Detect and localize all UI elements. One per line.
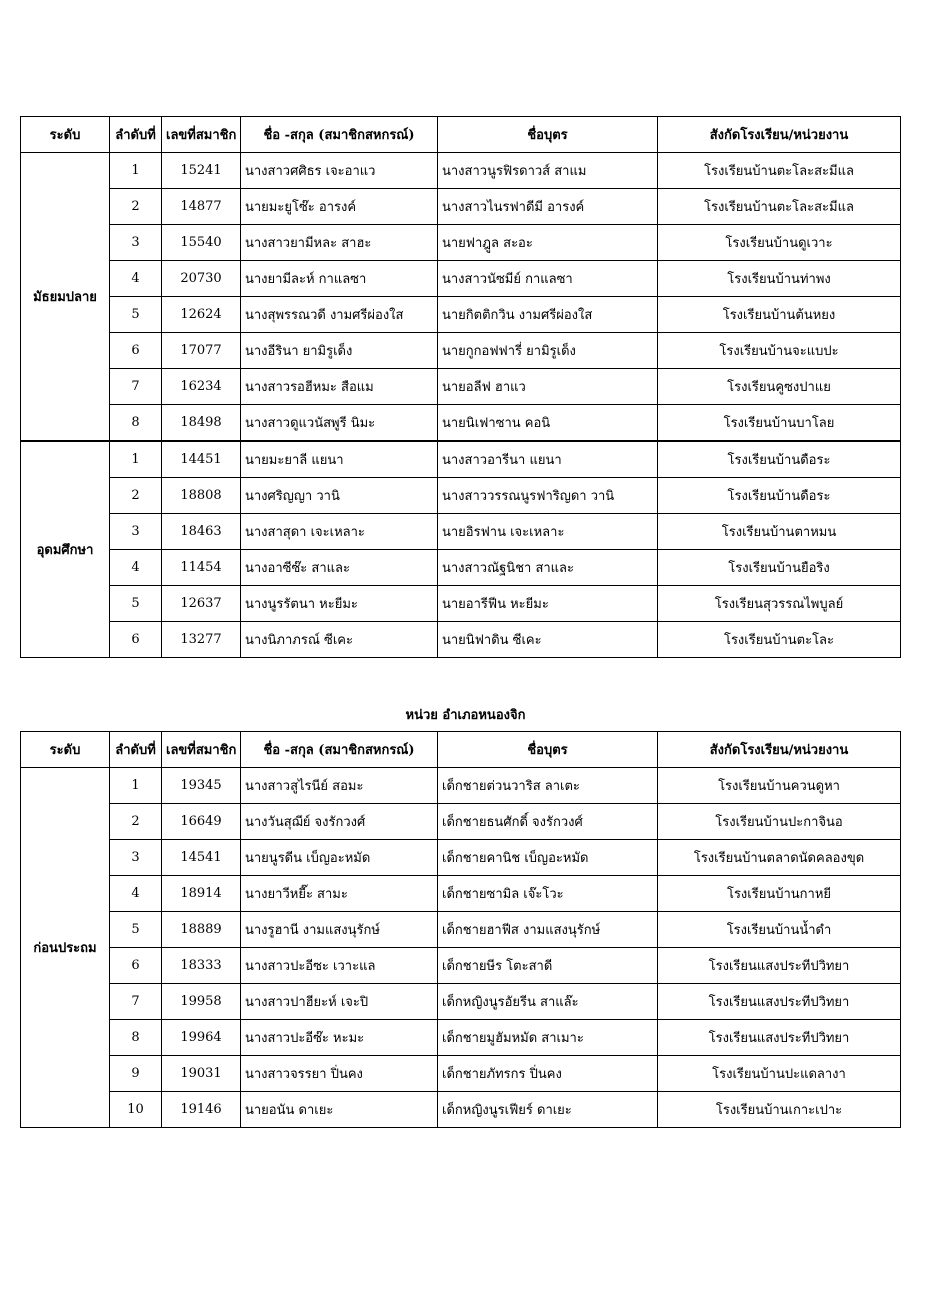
- child-name-cell: นายกิตติกวิน งามศรีผ่องใส: [438, 297, 658, 333]
- member-no-cell: 18498: [162, 405, 241, 442]
- table-row: [21, 225, 901, 261]
- child-name-cell: นางสาวณัฐนิชา สาและ: [438, 550, 658, 586]
- table-body: [21, 768, 901, 1128]
- school-cell: โรงเรียนแสงประทีปวิทยา: [658, 948, 901, 984]
- member-name-cell: นางสุพรรณวดี งามศรีผ่องใส: [241, 297, 438, 333]
- child-name-cell: นายอารีฟีน หะยีมะ: [438, 586, 658, 622]
- school-cell: โรงเรียนบ้านดือระ: [658, 478, 901, 514]
- header-school: สังกัดโรงเรียน/หน่วยงาน: [658, 732, 901, 768]
- seq-cell: 4: [110, 876, 162, 912]
- seq-cell: 5: [110, 586, 162, 622]
- member-name-cell: นายอนัน ดาเยะ: [241, 1092, 438, 1128]
- member-no-cell: 20730: [162, 261, 241, 297]
- member-name-cell: นางยาวีหยี๊ะ สามะ: [241, 876, 438, 912]
- header-member-no: เลขที่สมาชิก: [162, 732, 241, 768]
- member-name-cell: นางสาวจรรยา ปิ่นคง: [241, 1056, 438, 1092]
- seq-cell: 6: [110, 333, 162, 369]
- table-row: [21, 514, 901, 550]
- table-row: [21, 912, 901, 948]
- member-no-cell: 13277: [162, 622, 241, 658]
- seq-cell: 1: [110, 441, 162, 478]
- table-row: [21, 261, 901, 297]
- school-cell: โรงเรียนบ้านบาโลย: [658, 405, 901, 442]
- child-name-cell: นางสาวนูรฟิรดาวส์ สาแม: [438, 153, 658, 189]
- child-name-cell: เด็กชายธนศักดิ์ จงรักวงศ์: [438, 804, 658, 840]
- table-row: [21, 189, 901, 225]
- header-member-name: ชื่อ -สกุล (สมาชิกสหกรณ์): [241, 732, 438, 768]
- member-no-cell: 16649: [162, 804, 241, 840]
- seq-cell: 5: [110, 912, 162, 948]
- seq-cell: 1: [110, 153, 162, 189]
- school-cell: โรงเรียนบ้านยือริง: [658, 550, 901, 586]
- table-row: [21, 333, 901, 369]
- child-name-cell: เด็กหญิงนูรเฟียร์ ดาเยะ: [438, 1092, 658, 1128]
- member-no-cell: 12624: [162, 297, 241, 333]
- school-cell: โรงเรียนบ้านน้ำดำ: [658, 912, 901, 948]
- table-row: [21, 840, 901, 876]
- child-name-cell: เด็กชายภัทรกร ปิ่นคง: [438, 1056, 658, 1092]
- table-row: [21, 297, 901, 333]
- school-cell: โรงเรียนสุวรรณไพบูลย์: [658, 586, 901, 622]
- seq-cell: 9: [110, 1056, 162, 1092]
- member-no-cell: 18889: [162, 912, 241, 948]
- child-name-cell: เด็กชายษีร โตะสาดี: [438, 948, 658, 984]
- table-row: [21, 1092, 901, 1128]
- school-cell: โรงเรียนแสงประทีปวิทยา: [658, 1020, 901, 1056]
- seq-cell: 10: [110, 1092, 162, 1128]
- member-no-cell: 18808: [162, 478, 241, 514]
- school-cell: โรงเรียนบ้านตะโละ: [658, 622, 901, 658]
- member-name-cell: นางนิภาภรณ์ ซีเคะ: [241, 622, 438, 658]
- member-no-cell: 18333: [162, 948, 241, 984]
- member-no-cell: 11454: [162, 550, 241, 586]
- table-row: [21, 478, 901, 514]
- table-header-row: [21, 732, 901, 768]
- child-name-cell: นางสาวอารีนา แยนา: [438, 441, 658, 478]
- member-no-cell: 19146: [162, 1092, 241, 1128]
- member-no-cell: 19958: [162, 984, 241, 1020]
- member-name-cell: นางนูรรัตนา หะยีมะ: [241, 586, 438, 622]
- table-row: [21, 804, 901, 840]
- school-cell: โรงเรียนบ้านปะแดลางา: [658, 1056, 901, 1092]
- school-cell: โรงเรียนบ้านเกาะเปาะ: [658, 1092, 901, 1128]
- seq-cell: 7: [110, 984, 162, 1020]
- member-name-cell: นางสาวดูแวนัสพูรี นิมะ: [241, 405, 438, 442]
- member-name-cell: นางศริญญา วานิ: [241, 478, 438, 514]
- table-row: [21, 948, 901, 984]
- unit-heading: หน่วย อำเภอหนองจิก: [405, 708, 526, 723]
- member-no-cell: 14451: [162, 441, 241, 478]
- school-cell: โรงเรียนบ้านท่าพง: [658, 261, 901, 297]
- level-cell: มัธยมปลาย: [21, 153, 110, 442]
- member-name-cell: นางสาสุดา เจะเหลาะ: [241, 514, 438, 550]
- member-no-cell: 19345: [162, 768, 241, 804]
- school-cell: โรงเรียนบ้านต้นหยง: [658, 297, 901, 333]
- school-cell: โรงเรียนบ้านกาหยี: [658, 876, 901, 912]
- seq-cell: 6: [110, 948, 162, 984]
- member-no-cell: 18463: [162, 514, 241, 550]
- table-row: [21, 153, 901, 189]
- school-cell: โรงเรียนบ้านตาหมน: [658, 514, 901, 550]
- school-cell: โรงเรียนคูซงปาแย: [658, 369, 901, 405]
- header-member-name: ชื่อ -สกุล (สมาชิกสหกรณ์): [241, 117, 438, 153]
- table-header-row: [21, 117, 901, 153]
- table-row: [21, 369, 901, 405]
- header-child-name: ชื่อบุตร: [438, 732, 658, 768]
- member-no-cell: 19031: [162, 1056, 241, 1092]
- member-name-cell: นายมะยาลี แยนา: [241, 441, 438, 478]
- seq-cell: 5: [110, 297, 162, 333]
- school-cell: โรงเรียนบ้านควนดูหา: [658, 768, 901, 804]
- child-name-cell: เด็กชายซามิล เจ๊ะโวะ: [438, 876, 658, 912]
- member-name-cell: นางสาวปะอีซ๊ะ หะมะ: [241, 1020, 438, 1056]
- seq-cell: 6: [110, 622, 162, 658]
- member-name-cell: นางยามีละห์ กาแลซา: [241, 261, 438, 297]
- child-name-cell: นายฟาฎูล สะอะ: [438, 225, 658, 261]
- child-name-cell: นางสาวนัซมีย์ กาแลซา: [438, 261, 658, 297]
- member-no-cell: 17077: [162, 333, 241, 369]
- header-seq: ลำดับที่: [110, 732, 162, 768]
- child-name-cell: นายอลีฟ ฮาแว: [438, 369, 658, 405]
- seq-cell: 8: [110, 1020, 162, 1056]
- seq-cell: 2: [110, 804, 162, 840]
- member-name-cell: นางอีรินา ยามิรูเด็ง: [241, 333, 438, 369]
- table-row: [21, 405, 901, 442]
- member-name-cell: นางรูฮานี งามแสงนุรักษ์: [241, 912, 438, 948]
- school-cell: โรงเรียนบ้านดือระ: [658, 441, 901, 478]
- child-name-cell: เด็กชายต่วนวาริส ลาเตะ: [438, 768, 658, 804]
- member-no-cell: 14877: [162, 189, 241, 225]
- header-level: ระดับ: [21, 732, 110, 768]
- school-cell: โรงเรียนบ้านตลาดนัดคลองขุด: [658, 840, 901, 876]
- seq-cell: 2: [110, 478, 162, 514]
- table-row: [21, 586, 901, 622]
- header-school: สังกัดโรงเรียน/หน่วยงาน: [658, 117, 901, 153]
- member-no-cell: 15241: [162, 153, 241, 189]
- seq-cell: 2: [110, 189, 162, 225]
- table-row: [21, 876, 901, 912]
- seq-cell: 3: [110, 225, 162, 261]
- school-cell: โรงเรียนบ้านดูเวาะ: [658, 225, 901, 261]
- member-name-cell: นางสาวศศิธร เจะอาแว: [241, 153, 438, 189]
- member-no-cell: 16234: [162, 369, 241, 405]
- table-row: [21, 768, 901, 804]
- child-name-cell: เด็กชายมูฮัมหมัด สาเมาะ: [438, 1020, 658, 1056]
- scholarship-table-2: [20, 731, 901, 1128]
- member-name-cell: นางสาวยามีหละ สาฮะ: [241, 225, 438, 261]
- seq-cell: 4: [110, 550, 162, 586]
- member-name-cell: นางสาวรอฮีหมะ สือแม: [241, 369, 438, 405]
- school-cell: โรงเรียนบ้านตะโละสะมีแล: [658, 189, 901, 225]
- child-name-cell: นางสาววรรณนูรฟาริญดา วานิ: [438, 478, 658, 514]
- level-cell: อุดมศึกษา: [21, 441, 110, 658]
- seq-cell: 8: [110, 405, 162, 442]
- school-cell: โรงเรียนบ้านจะแบปะ: [658, 333, 901, 369]
- level-cell: ก่อนประถม: [21, 768, 110, 1128]
- child-name-cell: เด็กชายคานิช เบ็ญอะหมัด: [438, 840, 658, 876]
- child-name-cell: นายนิเฟาซาน คอนิ: [438, 405, 658, 442]
- member-name-cell: นายนูรดีน เบ็ญอะหมัด: [241, 840, 438, 876]
- member-name-cell: นางสาวสูไรนีย์ สอมะ: [241, 768, 438, 804]
- table-row: [21, 441, 901, 478]
- seq-cell: 1: [110, 768, 162, 804]
- child-name-cell: นายอิรฟาน เจะเหลาะ: [438, 514, 658, 550]
- seq-cell: 7: [110, 369, 162, 405]
- table-row: [21, 984, 901, 1020]
- member-name-cell: นางสาวปะอีซะ เวาะแล: [241, 948, 438, 984]
- member-name-cell: นางสาวปาฮียะห์ เจะปิ: [241, 984, 438, 1020]
- child-name-cell: นางสาวไนรฟาดีมี อารงค์: [438, 189, 658, 225]
- header-member-no: เลขที่สมาชิก: [162, 117, 241, 153]
- member-no-cell: 15540: [162, 225, 241, 261]
- member-name-cell: นายมะยูโซ๊ะ อารงค์: [241, 189, 438, 225]
- seq-cell: 3: [110, 514, 162, 550]
- child-name-cell: นายกูกอฟฟารี่ ยามิรูเด็ง: [438, 333, 658, 369]
- header-child-name: ชื่อบุตร: [438, 117, 658, 153]
- table-body: [21, 153, 901, 658]
- scholarship-table-1: [20, 116, 901, 658]
- table-row: [21, 1056, 901, 1092]
- child-name-cell: เด็กหญิงนูรอัยรีน สาแล๊ะ: [438, 984, 658, 1020]
- seq-cell: 3: [110, 840, 162, 876]
- member-no-cell: 14541: [162, 840, 241, 876]
- seq-cell: 4: [110, 261, 162, 297]
- header-seq: ลำดับที่: [110, 117, 162, 153]
- member-no-cell: 18914: [162, 876, 241, 912]
- member-name-cell: นางอาซีซ๊ะ สาและ: [241, 550, 438, 586]
- child-name-cell: นายนิฟาดิน ซีเคะ: [438, 622, 658, 658]
- table-row: [21, 622, 901, 658]
- school-cell: โรงเรียนบ้านปะกาจินอ: [658, 804, 901, 840]
- school-cell: โรงเรียนแสงประทีปวิทยา: [658, 984, 901, 1020]
- member-no-cell: 19964: [162, 1020, 241, 1056]
- member-name-cell: นางวันสุฌีย์ จงรักวงศ์: [241, 804, 438, 840]
- member-no-cell: 12637: [162, 586, 241, 622]
- table-row: [21, 550, 901, 586]
- school-cell: โรงเรียนบ้านตะโละสะมีแล: [658, 153, 901, 189]
- header-level: ระดับ: [21, 117, 110, 153]
- table-row: [21, 1020, 901, 1056]
- child-name-cell: เด็กชายฮาฟีส งามแสงนุรักษ์: [438, 912, 658, 948]
